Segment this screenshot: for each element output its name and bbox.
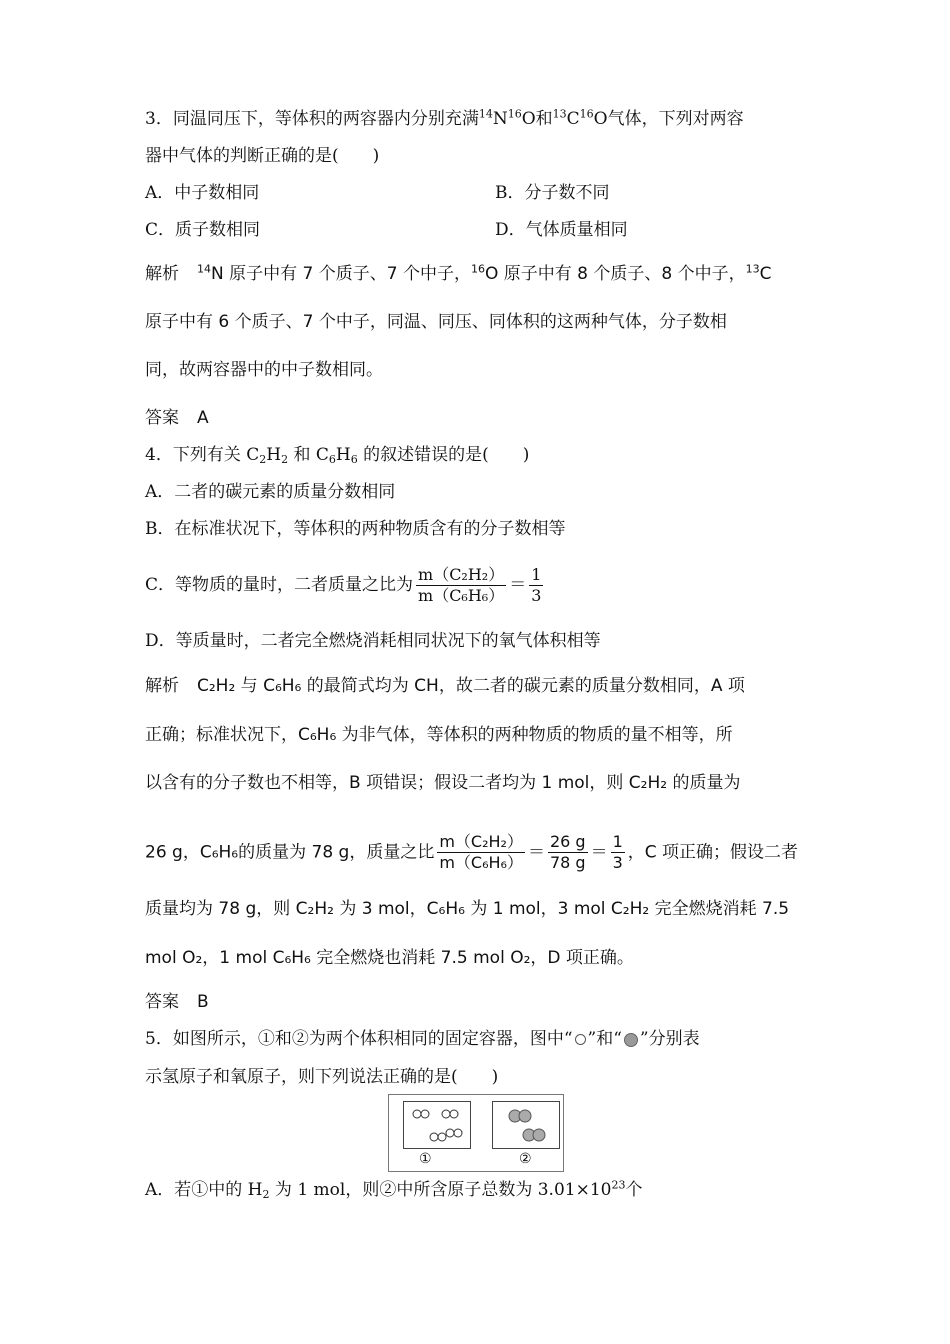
q5-stem-line1 xyxy=(145,1028,815,1050)
q5-stem-and: ”和“ xyxy=(587,1029,622,1049)
container-2 xyxy=(492,1101,560,1149)
q5-stem-tail: ”分别表 xyxy=(639,1029,700,1049)
q4-option-b: B．在标准状况下，等体积的两种物质含有的分子数相等 xyxy=(145,519,566,539)
q3-analysis-sup1: 14 xyxy=(197,262,211,276)
q3-stem-line1 xyxy=(145,108,815,130)
q3-stem-and: 和 xyxy=(535,109,553,129)
oxygen-atom-icon xyxy=(624,1033,638,1047)
oxygen-molecules-icon xyxy=(493,1102,559,1148)
q3-option-a: A．中子数相同 xyxy=(145,183,260,203)
hydrogen-molecules-icon xyxy=(404,1102,470,1148)
q4-number: 4． xyxy=(145,445,173,465)
q4-option-c-equals: ＝ xyxy=(509,575,527,595)
q3-analysis-sup3: 13 xyxy=(745,262,760,276)
q5-option-a-tail: 个 xyxy=(625,1180,643,1200)
q4-analysis-equals1: ＝ xyxy=(527,842,545,863)
q4-analysis-line5: 质量均为 78 g，则 C₂H₂ 为 3 mol，C₆H₆ 为 1 mol，3 mol C₂H₂ 完全燃烧消耗 7.5 xyxy=(145,899,790,919)
q3-option-c: C．质子数相同 xyxy=(145,220,261,240)
q3-iso2-mass: 13 xyxy=(552,107,567,121)
q3-answer-tag: 答案 xyxy=(145,408,179,428)
q5-stem-text: 如图所示，①和②为两个体积相同的固定容器，图中“ xyxy=(172,1029,573,1049)
q4-option-c xyxy=(145,566,815,605)
q4-stem: 4．下列有关 $C_2H_2$ 和 $C_6H_6$ 的叙述错误的是( ) xyxy=(145,445,530,466)
q4-analysis-text4b: ，C 项正确；假设二者 xyxy=(627,842,799,863)
q3-iso1-mass2: 16 xyxy=(507,107,522,121)
q5-option-a-text2: 为 1 mol，则②中所含原子总数为 3.01×10 xyxy=(274,1180,612,1200)
q4-option-c-fraction xyxy=(416,566,506,605)
q4-analysis-numerator: m（C₂H₂） xyxy=(439,832,523,851)
q3-analysis-tag: 解析 xyxy=(145,264,179,284)
q5-container-figure xyxy=(388,1094,564,1172)
q3-number: 3． xyxy=(145,109,173,129)
q3-analysis-text2: O 原子中有 8 个质子、8 个中子， xyxy=(484,264,746,284)
q3-answer xyxy=(145,407,815,429)
q4-stem-text: 下列有关 C xyxy=(172,445,260,465)
q4-option-c-ratio-den: 3 xyxy=(531,586,542,605)
q4-analysis-line4 xyxy=(145,833,815,872)
q4-analysis-num3: 1 xyxy=(612,832,623,851)
q4-analysis-line6: mol O₂，1 mol C₆H₆ 完全燃烧也消耗 7.5 mol O₂，D 项正确。 xyxy=(145,948,634,968)
q4-analysis-tag: 解析 xyxy=(145,676,179,696)
q3-iso2-element: C xyxy=(566,109,580,129)
q3-iso1-element2: O xyxy=(521,109,536,129)
q4-option-a: A．二者的碳元素的质量分数相同 xyxy=(145,482,396,502)
q3-analysis-text1: N 原子中有 7 个质子、7 个中子， xyxy=(211,264,471,284)
q5-option-a-sub: 2 xyxy=(262,1188,270,1201)
q5-number: 5． xyxy=(145,1029,173,1049)
q3-analysis-line3: 同，故两容器中的中子数相同。 xyxy=(145,360,383,380)
q4-option-c-ratio xyxy=(529,566,543,605)
q4-stem-tail: 的叙述错误的是( ) xyxy=(363,445,530,465)
q4-stem-h: H xyxy=(335,445,351,465)
q3-stem-line2: 器中气体的判断正确的是( ) xyxy=(145,146,380,166)
q4-analysis-fraction xyxy=(437,833,525,872)
q3-stem-text2: 气体，下列对两容 xyxy=(607,109,744,129)
q4-option-c-text: C．等物质的量时，二者质量之比为 xyxy=(145,575,414,595)
q4-option-d: D．等质量时，二者完全燃烧消耗相同状况下的氧气体积相等 xyxy=(145,631,601,651)
q4-option-c-numerator: m（C₂H₂） xyxy=(418,565,505,584)
hydrogen-atom-icon xyxy=(575,1034,586,1045)
q5-option-a-text: A．若①中的 H xyxy=(145,1180,263,1200)
q4-analysis-equals2: ＝ xyxy=(590,842,608,863)
figure-label-1: ① xyxy=(419,1151,432,1167)
q4-analysis-denominator: m（C₆H₆） xyxy=(439,853,523,872)
q3-options-row1 xyxy=(145,182,815,204)
q4-analysis-text4: 26 g，C₆H₆的质量为 78 g，质量之比 xyxy=(145,842,435,863)
q3-iso1-element: N xyxy=(492,109,508,129)
q5-option-a-exp: 23 xyxy=(611,1178,626,1192)
q4-answer xyxy=(145,991,815,1013)
q4-analysis-fraction3 xyxy=(611,833,625,872)
q4-answer-tag: 答案 xyxy=(145,992,179,1012)
q4-analysis-line2: 正确；标准状况下，C₆H₆ 为非气体，等体积的两种物质的物质的量不相等，所 xyxy=(145,725,733,745)
q4-analysis-line3: 以含有的分子数也不相等，B 项错误；假设二者均为 1 mol，则 C₂H₂ 的质量为 xyxy=(145,773,741,793)
q4-stem-and: 和 C xyxy=(293,445,329,465)
q3-iso2-mass2: 16 xyxy=(579,107,594,121)
q3-iso2-element2: O xyxy=(593,109,608,129)
q3-stem-text: 同温同压下，等体积的两容器内分别充满 xyxy=(172,109,479,129)
q4-option-c-ratio-num: 1 xyxy=(531,565,542,584)
q4-analysis-line1 xyxy=(145,675,815,697)
q4-analysis-den2: 78 g xyxy=(549,853,586,872)
q4-option-c-denominator: m（C₆H₆） xyxy=(418,586,505,605)
q3-analysis-sup2: 16 xyxy=(470,262,485,276)
q5-stem-line2: 示氢原子和氧原子，则下列说法正确的是( ) xyxy=(145,1067,499,1087)
q4-analysis-num2: 26 g xyxy=(549,832,586,851)
container-1 xyxy=(403,1101,471,1149)
q3-iso1-mass: 14 xyxy=(478,107,493,121)
q4-analysis-text1: C₂H₂ 与 C₆H₆ 的最简式均为 CH，故二者的碳元素的质量分数相同，A 项 xyxy=(197,676,745,696)
q3-options-row2 xyxy=(145,219,815,241)
figure-label-2: ② xyxy=(519,1151,532,1167)
q3-answer-value: A xyxy=(197,408,209,428)
q3-option-d: D．气体质量相同 xyxy=(495,220,628,240)
q4-analysis-den3: 3 xyxy=(612,853,623,872)
q5-option-a xyxy=(145,1179,815,1201)
q3-analysis-line2: 原子中有 6 个质子、7 个中子，同温、同压、同体积的这两种气体，分子数相 xyxy=(145,312,727,332)
q3-analysis-text3: C xyxy=(759,264,772,284)
q3-analysis-line1 xyxy=(145,263,815,285)
q4-analysis-fraction2 xyxy=(548,833,588,872)
q4-answer-value: B xyxy=(197,992,209,1012)
q3-option-b: B．分子数不同 xyxy=(495,183,610,203)
